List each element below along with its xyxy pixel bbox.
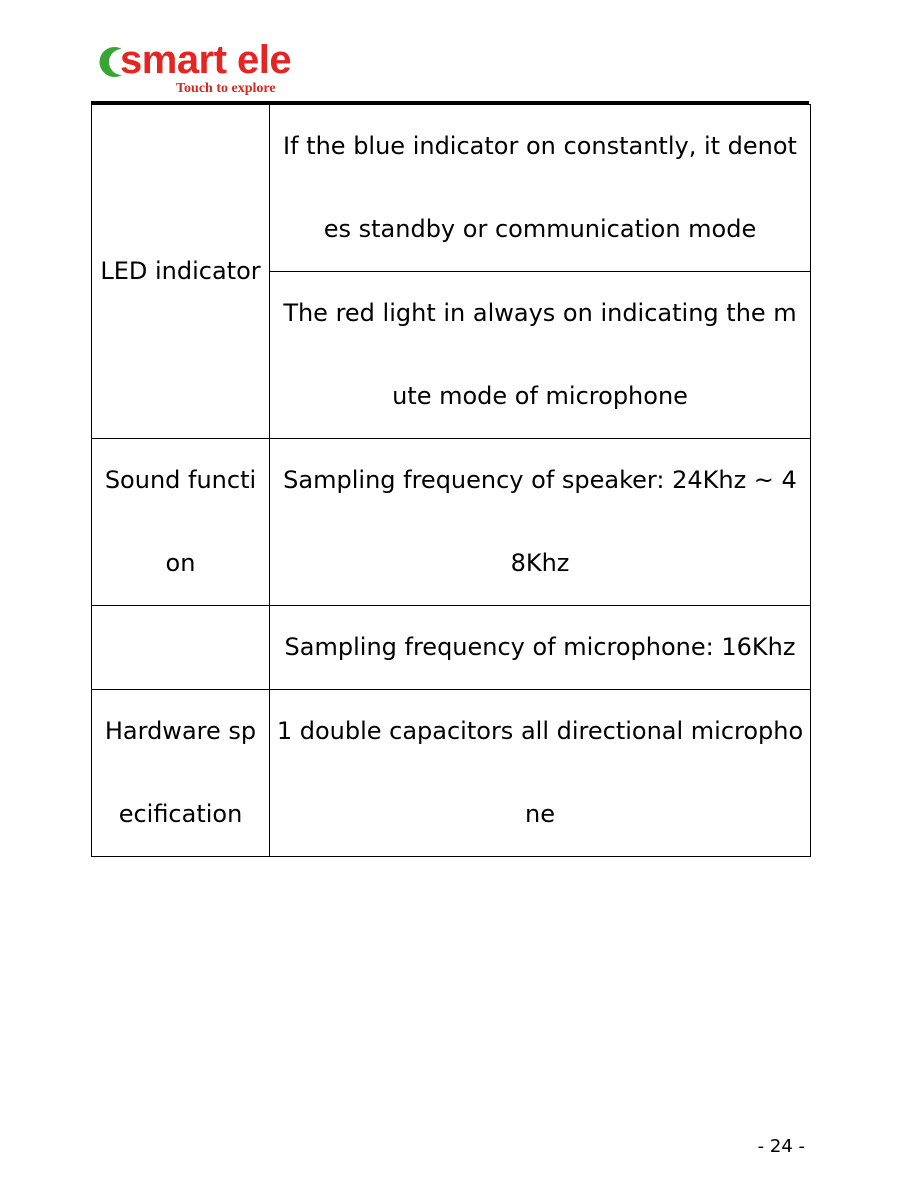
spec-value-speaker-sampling: Sampling frequency of speaker: 24Khz ~ 48Khz	[270, 439, 811, 606]
spec-label-hardware: Hardware specification	[92, 690, 270, 857]
spec-value-mic-sampling: Sampling frequency of microphone: 16Khz	[270, 606, 811, 690]
spec-label-led: LED indicator	[92, 105, 270, 439]
page-number: - 24 -	[757, 1136, 805, 1157]
table-row	[92, 690, 811, 857]
logo-wordmark: smart ele	[120, 38, 292, 82]
spec-value-microphone: 1 double capacitors all directional microphone	[270, 690, 811, 857]
table-row	[92, 105, 811, 272]
spec-value-red-indicator: The red light in always on indicating the mute mode of microphone	[270, 272, 811, 439]
brand-logo	[98, 38, 318, 100]
table-row	[92, 606, 811, 690]
spec-value-blue-indicator: If the blue indicator on constantly, it denotes standby or communication mode	[270, 105, 811, 272]
spec-table	[91, 104, 811, 857]
spec-label-empty	[92, 606, 270, 690]
logo-tagline: Touch to explore	[176, 81, 276, 96]
spec-label-sound: Sound function	[92, 439, 270, 606]
table-row	[92, 439, 811, 606]
